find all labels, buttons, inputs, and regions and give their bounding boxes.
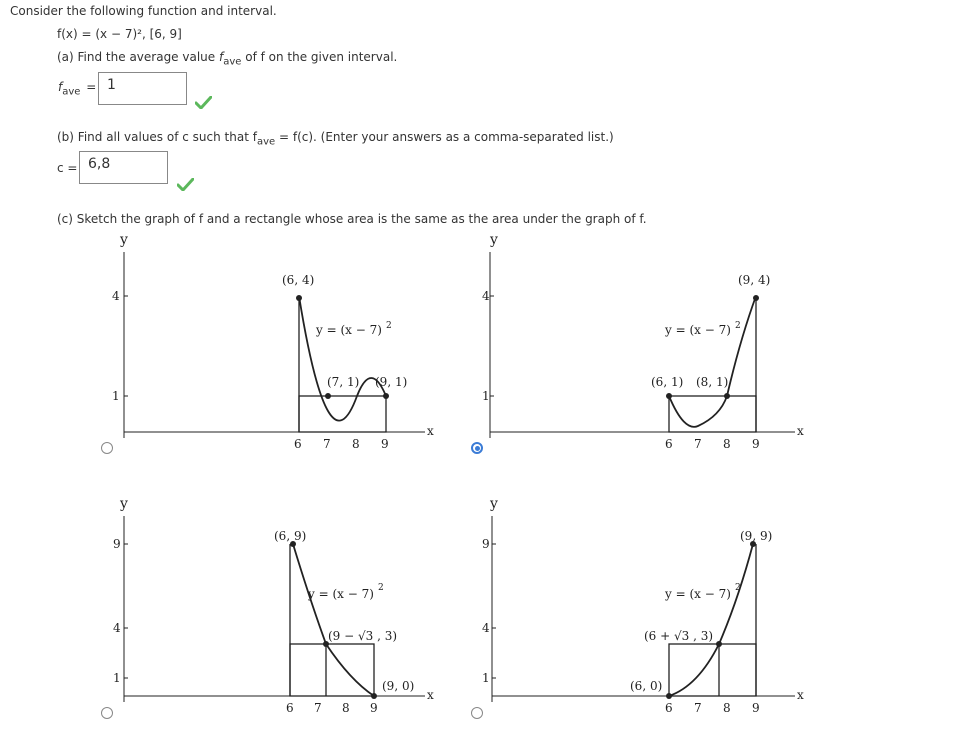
x-axis-label: x xyxy=(427,688,434,702)
x-tick-label: 7 xyxy=(323,437,331,451)
y-tick-label: 9 xyxy=(482,537,490,551)
curve-label-exponent: 2 xyxy=(735,583,741,593)
fave-label xyxy=(58,80,96,97)
y-tick-label: 1 xyxy=(482,389,490,403)
curve-label-exponent: 2 xyxy=(378,583,384,593)
part-a-prompt xyxy=(57,50,397,67)
curve xyxy=(669,544,753,696)
x-tick-label: 8 xyxy=(723,437,731,451)
y-tick-label: 1 xyxy=(113,671,121,685)
point-label: (8, 1) xyxy=(696,375,729,389)
y-tick-label: 1 xyxy=(112,389,120,403)
curve xyxy=(299,296,386,421)
x-tick-label: 7 xyxy=(314,701,322,715)
part-a-prompt-text: (a) Find the average value xyxy=(57,50,219,64)
x-tick-label: 9 xyxy=(381,437,389,451)
graph-option-1 xyxy=(100,230,445,460)
x-axis-label: x xyxy=(797,424,804,438)
graph-option-2 xyxy=(470,230,815,460)
point-label: (6, 1) xyxy=(651,375,684,389)
curve-label: y = (x − 7) xyxy=(665,323,731,337)
graph-option-4 xyxy=(470,490,815,720)
y-tick-label: 4 xyxy=(112,289,120,303)
fave-label-sub: ave xyxy=(62,86,81,98)
x-tick-label: 6 xyxy=(665,701,673,715)
x-tick-label: 8 xyxy=(723,701,731,715)
y-axis-label: y xyxy=(490,496,498,512)
fave-answer-input[interactable]: 1 xyxy=(98,72,187,105)
part-a-prompt-end: of f on the given interval. xyxy=(241,50,398,64)
y-tick-label: 4 xyxy=(113,621,121,635)
graph-option-2-radio[interactable] xyxy=(471,442,483,454)
average-rectangle xyxy=(669,396,756,432)
x-tick-label: 7 xyxy=(694,701,702,715)
x-tick-label: 6 xyxy=(665,437,673,451)
curve-label: y = (x − 7) xyxy=(308,587,374,601)
fave-label-eq: = xyxy=(86,80,97,94)
part-b-prompt-text: (b) Find all values of c such that f xyxy=(57,130,257,144)
x-tick-label: 8 xyxy=(352,437,360,451)
y-tick-label: 1 xyxy=(482,671,490,685)
x-axis-label: x xyxy=(427,424,434,438)
point-label: (9, 1) xyxy=(375,375,408,389)
fave-label-f: f xyxy=(58,80,63,94)
point-label: (6, 9) xyxy=(274,529,307,543)
part-a-sub: ave xyxy=(223,56,242,68)
part-b-sub: ave xyxy=(256,136,276,148)
y-tick-label: 4 xyxy=(482,289,490,303)
graph-option-3-radio[interactable] xyxy=(101,707,113,719)
y-tick-label: 9 xyxy=(113,537,121,551)
point-label: (6 + √3 , 3) xyxy=(644,629,714,643)
check-icon xyxy=(195,96,212,109)
x-tick-label: 6 xyxy=(286,701,294,715)
x-tick-label: 6 xyxy=(294,437,302,451)
average-rectangle xyxy=(299,396,386,432)
part-c-prompt: (c) Sketch the graph of f and a rectangle whose area is the same as the area under the graph of f. xyxy=(57,212,647,226)
c-label: c = xyxy=(57,161,78,175)
curve-label-exponent: 2 xyxy=(386,321,392,331)
point-label: (9 − √3 , 3) xyxy=(328,629,398,643)
graph-option-1-radio[interactable] xyxy=(101,442,113,454)
graph-option-3 xyxy=(100,490,445,720)
point-label: (9, 4) xyxy=(738,273,771,287)
function-definition: f(x) = (x − 7)², [6, 9] xyxy=(57,27,182,41)
curve-label: y = (x − 7) xyxy=(316,323,382,337)
y-tick-label: 4 xyxy=(482,621,490,635)
check-icon xyxy=(177,178,194,191)
y-axis-label: y xyxy=(120,232,128,248)
curve xyxy=(669,296,756,427)
point-label: (6, 4) xyxy=(282,273,315,287)
y-axis-label: y xyxy=(120,496,128,512)
x-axis-label: x xyxy=(797,688,804,702)
x-tick-label: 9 xyxy=(370,701,378,715)
curve-label-exponent: 2 xyxy=(735,321,741,331)
curve-label: y = (x − 7) xyxy=(665,587,731,601)
part-b-prompt-end: = f(c). (Enter your answers as a comma-separated list.) xyxy=(275,130,614,144)
y-axis-label: y xyxy=(490,232,498,248)
x-tick-label: 8 xyxy=(342,701,350,715)
c-answer-input[interactable]: 6,8 xyxy=(79,151,168,184)
point-label: (9, 0) xyxy=(382,679,415,693)
part-b-prompt xyxy=(57,130,614,147)
x-tick-label: 9 xyxy=(752,701,760,715)
point-label: (9, 9) xyxy=(740,529,773,543)
average-rectangle xyxy=(669,644,756,696)
problem-intro: Consider the following function and interval. xyxy=(10,4,277,18)
curve xyxy=(293,544,374,696)
point-label: (6, 0) xyxy=(630,679,663,693)
graph-option-4-radio[interactable] xyxy=(471,707,483,719)
part-a-f: f xyxy=(218,50,224,64)
x-tick-label: 7 xyxy=(694,437,702,451)
x-tick-label: 9 xyxy=(752,437,760,451)
point-label: (7, 1) xyxy=(327,375,360,389)
